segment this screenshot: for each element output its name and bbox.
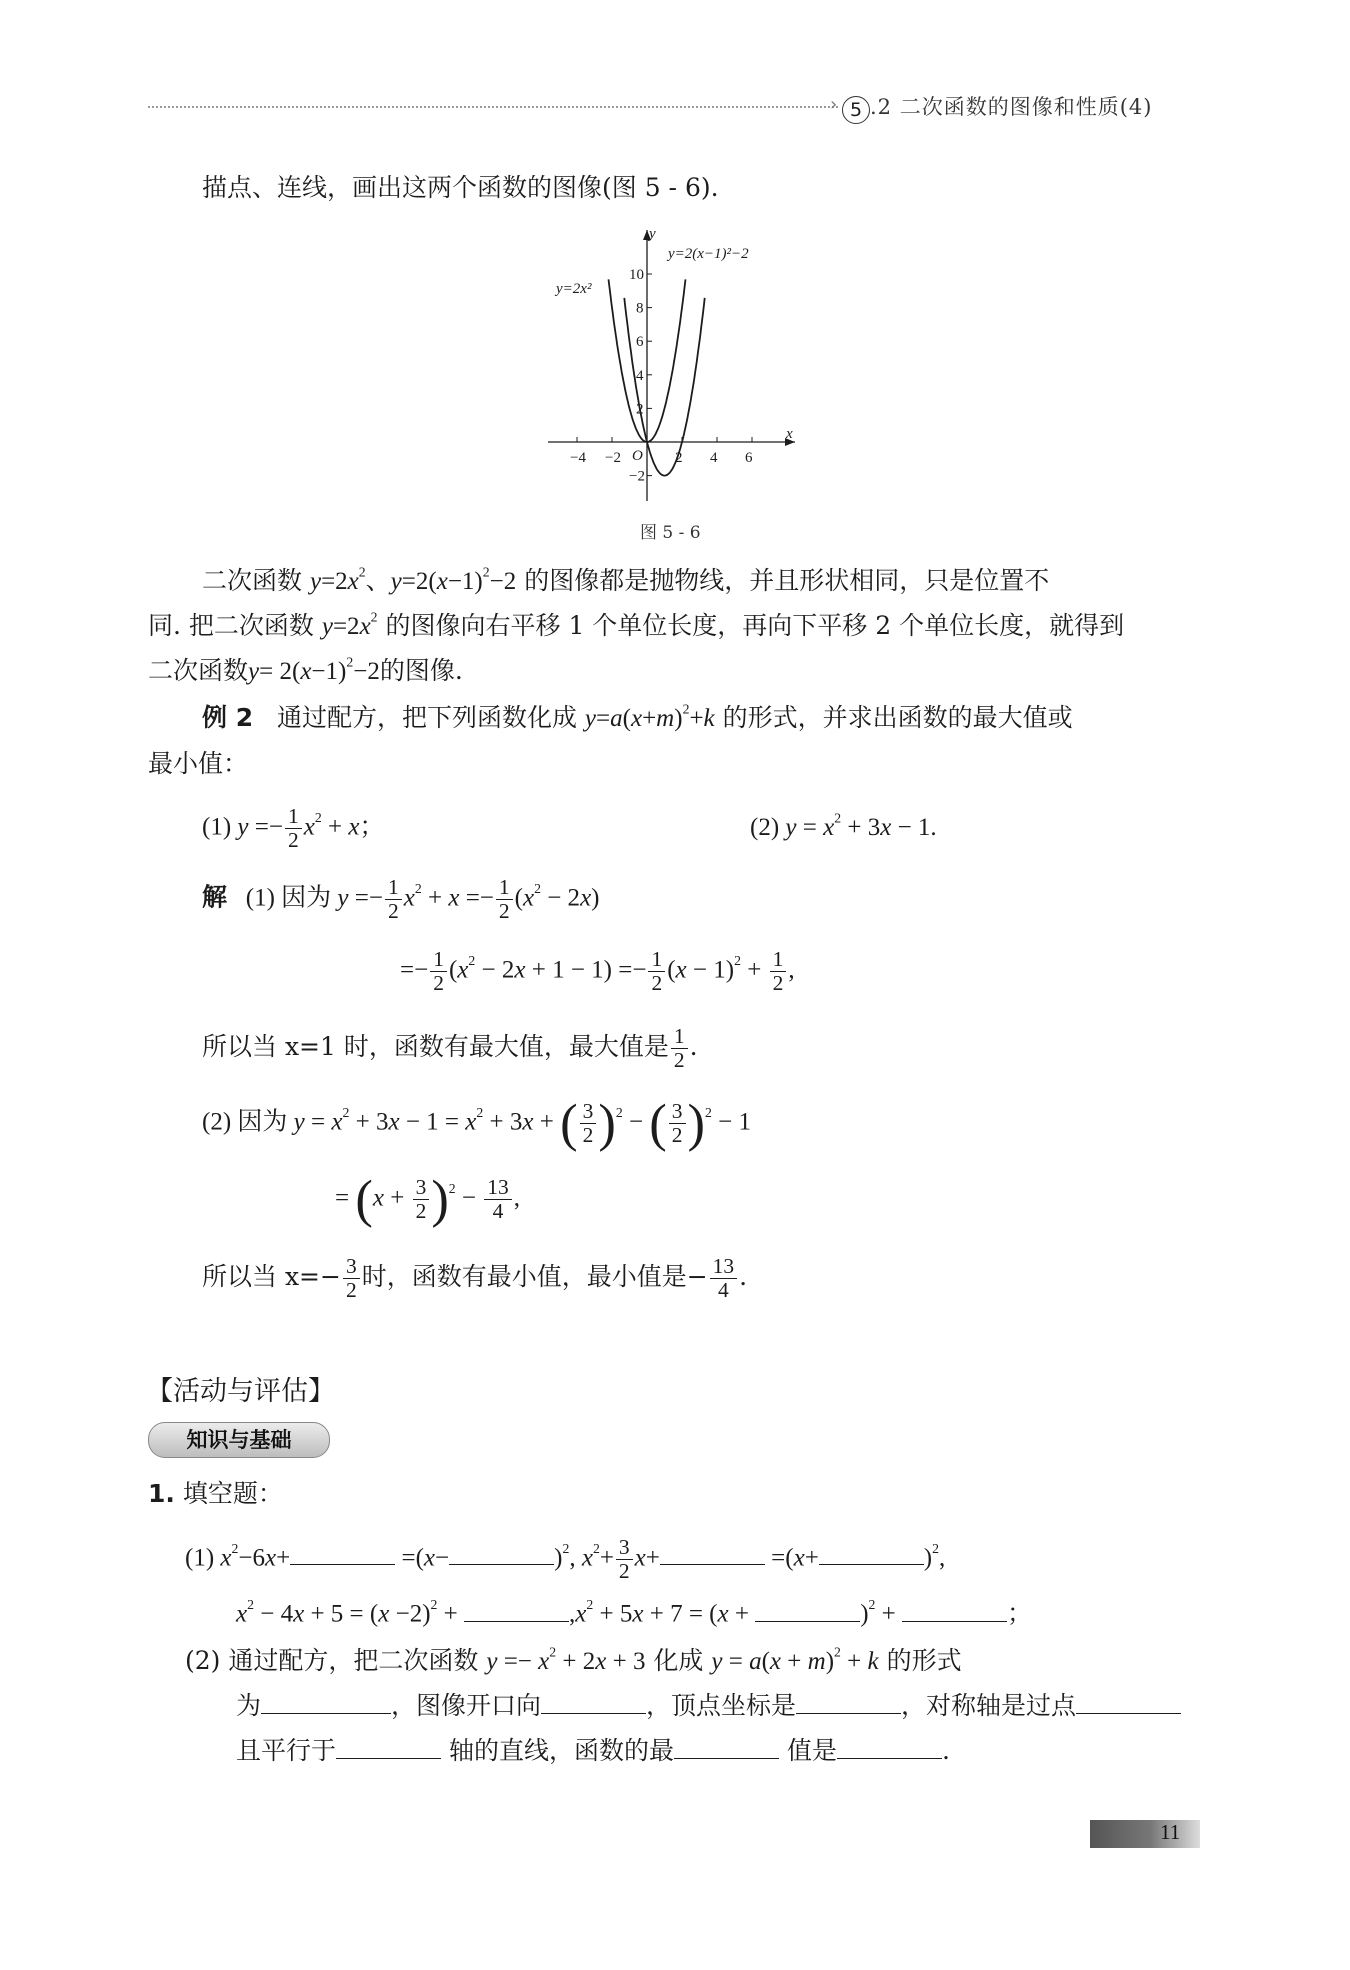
y-axis-label: y xyxy=(649,226,656,242)
example2-label: 例 2 xyxy=(202,703,254,732)
blank-input[interactable] xyxy=(541,1691,646,1715)
blank-input[interactable] xyxy=(837,1736,942,1760)
example2-part1: (1) y =− $\frac{1}{2}$ $x^2 + x$； xyxy=(202,804,385,853)
y-tick-label: −2 xyxy=(629,468,645,485)
q1-1-line1: (1) $x^2-6x+ =(x- )^2$, $x^2+$ $\frac{3}{2}$ $x+ =(x+ )^2$, xyxy=(185,1535,946,1584)
blank-input[interactable] xyxy=(755,1598,860,1622)
blank-input[interactable] xyxy=(336,1736,441,1760)
q1-2-line1: (2) 通过配方，把二次函数 $y =- x^2 + 2x + 3$ 化成 $y = a(x + m)^2 + k$ 的形式 xyxy=(185,1644,962,1675)
intro-line: 描点、连线，画出这两个函数的图像(图 5 - 6). xyxy=(202,173,719,202)
x-tick-label: 4 xyxy=(710,450,718,466)
blank-input[interactable] xyxy=(261,1691,391,1715)
blank-input[interactable] xyxy=(1076,1691,1181,1715)
y-tick-label: 6 xyxy=(636,334,644,351)
solution-conclusion1: 所以当 x=1 时，函数有最大值，最大值是 $\frac{1}{2}$ . xyxy=(202,1024,698,1073)
origin-label: O xyxy=(632,448,643,464)
blank-input[interactable] xyxy=(819,1542,924,1566)
q1-title: 1. 填空题： xyxy=(148,1479,283,1508)
solution-line3: (2) 因为 $y = x^2 + 3x - 1 = x^2 + 3x$ + ( $\frac{3}{2}$ )$^2$ − ( $\frac{3}{2}$ )$^2$ − 1 xyxy=(202,1094,751,1153)
page-number: 11 xyxy=(1160,1820,1181,1844)
example2-line2: 最小值： xyxy=(148,749,249,778)
activity-title: 【活动与评估】 xyxy=(146,1376,335,1407)
x-tick-label: 6 xyxy=(745,450,753,466)
header-section-circle xyxy=(842,96,870,124)
example2-line1: 例 2 通过配方，把下列函数化成 $y=a(x+m)^2+k$ 的形式，并求出函数的最大值或 xyxy=(202,701,1073,732)
solution-conclusion2: 所以当 x=− $\frac{3}{2}$ 时，函数有最小值，最小值是− $\frac{13}{4}$ . xyxy=(202,1254,748,1303)
page-number-bar xyxy=(1090,1820,1200,1848)
figure-5-6-graph xyxy=(540,225,810,510)
x-tick-label: −2 xyxy=(605,450,621,466)
blank-input[interactable] xyxy=(660,1542,765,1566)
figure-label-left: y=2x² xyxy=(556,281,592,297)
y-tick-label: 4 xyxy=(636,367,644,384)
solution-line2: =− $\frac{1}{2}$ $(x^2 - 2x + 1 - 1)$ =− $\frac{1}{2}$ $(x - 1)^2$ + $\frac{1}{2}$ , xyxy=(400,947,795,996)
header-dotted-line xyxy=(148,106,838,108)
y-tick-label: 10 xyxy=(629,267,644,283)
figure-label-right: y=2(x−1)²−2 xyxy=(668,246,749,262)
q1-2-line2: 为 ，图像开口向 ，顶点坐标是 ，对称轴是过点 xyxy=(236,1690,1181,1723)
x-tick-label: −4 xyxy=(570,450,586,466)
blank-input[interactable] xyxy=(674,1736,779,1760)
blank-input[interactable] xyxy=(290,1542,395,1566)
header-arrow-icon: › xyxy=(830,94,838,115)
para1-line3: 二次函数$y= 2(x-1)^2-2$的图像. xyxy=(148,654,463,685)
blank-input[interactable] xyxy=(449,1542,554,1566)
blank-input[interactable] xyxy=(464,1598,569,1622)
blank-input[interactable] xyxy=(902,1598,1007,1622)
solution-line1: 解 (1) 因为 y =− $\frac{1}{2}$ $x^2 + x$ =− $\frac{1}{2}$ $(x^2 - 2x)$ xyxy=(202,875,600,924)
header-section-title: .2 二次函数的图像和性质(4) xyxy=(870,95,1153,119)
header-circle-number: 5 xyxy=(849,99,863,121)
figure-caption: 图 5 - 6 xyxy=(640,523,701,543)
blank-input[interactable] xyxy=(796,1691,901,1715)
solution-line4: = (x + $\frac{3}{2}$ )$^2$ − $\frac{13}{4}$ , xyxy=(335,1170,521,1229)
x-tick-label: 2 xyxy=(675,450,683,466)
y-tick-label: 8 xyxy=(636,300,644,317)
activity-badge: 知识与基础 xyxy=(148,1422,330,1458)
y-tick-label: 2 xyxy=(636,401,644,418)
x-axis-label: x xyxy=(786,426,793,442)
solution-label: 解 xyxy=(202,882,228,912)
q1-1-line2: $x^2 - 4x + 5 = (x -2)^2 + ,x^2 + 5x + 7 = (x + )^2$ + ； xyxy=(236,1597,1033,1628)
example2-part2: (2) $y = x^2 + 3x - 1$. xyxy=(750,810,937,841)
para1-line2: 同. 把二次函数 $y=2x^2$ 的图像向右平移 1 个单位长度，再向下平移 2 个单位长度，就得到 xyxy=(148,609,1125,640)
para1-line1: 二次函数 $y=2x^2$、$y=2(x-1)^2-2$ 的图像都是抛物线，并且形状相同，只是位置不 xyxy=(202,564,1050,595)
q1-2-line3: 且平行于 轴的直线，函数的最 值是 . xyxy=(236,1736,950,1765)
